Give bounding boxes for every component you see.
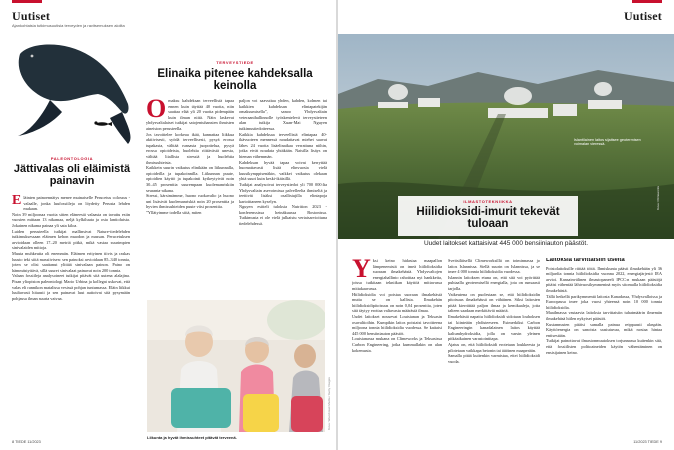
climate-headline: Hiilidioksidi-imurit tekevät tuloaan	[416, 206, 560, 231]
senior-col-1	[146, 98, 234, 298]
whale-kicker: PALEONTOLOGIA	[50, 156, 94, 161]
climate-paragraph: Sveitsiläisellä Climeworksillä on toiminnassa jo laitos Islannissa. Siellä suurin on Islannissa, ja se imee 4 000 tonnia hiilidioksidia vuodessa.	[448, 258, 540, 275]
senior-drop-cap: O	[146, 98, 167, 123]
climate-drop-cap: Y	[352, 258, 371, 283]
senior-paragraph: paljon voi saavuttaa yhden, kahden, kolmen tai kaikkien kahdeksan elintapatekijän omaksumisella”, sanoo Yhdysvaltain veteraanihallinnolle työskentelevä terveystieteen alan tutkija Xuan-Mai Nguyen tutkimustiedotteessa.	[239, 98, 327, 131]
senior-paragraph: Jos tavoittelee korkeaa ikää, kannattaa liikkua aktiivisesti, syödä terveellisesti, pysyä erossa tupakasta, välttää runsasta juopottelua, pysyä erossa opioideista, huolehtia riittävästä unesta, välttää liiallista stressiä ja huolehtia ihmissuhteista.	[146, 131, 234, 165]
section-brand: Uutiset	[12, 9, 51, 23]
diver-icon	[94, 121, 112, 126]
climate-sidebar	[546, 258, 662, 436]
fitness-photo	[147, 300, 325, 432]
senior-paragraph: Kaikkein suurin vaikutus elinikään on liikunnalla, opioideilla ja tupakoinnilla. Liikunnan puute, opioidien käyttö ja tupakointi kytkeytyivät noin 30–45 prosenttia suurempaan kuolemanriskiin seuranta-aikana.	[146, 165, 234, 193]
whale-paragraph: Muuta muhkeutta oli enemmän. Eläimen erityinen tiivis ja raskas luusto teki siitä massiivisen: sen painoksi arvioidaan 85–340 tonnia, joten se olisi saattanut ylittää sinivalaan painon. Paino on hämmästyttävä, sillä suuret sinivalaat painavat noin 200 tonnia.	[12, 250, 130, 273]
climate-paragraph: Hiilidioksidia voi poistaa suoraan ilmakehästä mutta se on kallista. Ilmakehän hiilidioksidipitoisuus on noin 0,04 prosenttia, joten sitä täytyy erottaa valtavasta määrästä ilmaa.	[352, 291, 442, 314]
sidebar-paragraph: Maailmassa vastaavia laitoksia tarvittaisiin tuhatmäärin ilmemän ilmakehäsä hiilen nykyiset päästöt.	[546, 310, 662, 321]
whale-paragraph: Luiden perusteella tutkijat mallinsivat Nature-tiedelehden tutkimuksessaan eläimen kehon muodon ja massan. Perucetuksen arvioidaan olleen 17–20 metriä pitkä, mikä vastaa suurimpien sinivalaiden mittoja.	[12, 228, 130, 251]
senior-kicker: TERVEYSTIEDE	[216, 60, 254, 65]
sidebar-paragraph: Poistolaitoksille riittää töitä. Ihmiskunta päästi ilmakehään yli 36 miljardia tonnia hiilidioksidia vuonna 2022, energiajärjestö IEA arvioi. Kansainvälinen ilmastopaneeli IPCC:n mukaan päästöjä pitäisi vähentää lähivuosikymmeninä myös sitomalla hiilidioksidia ilmakehästä.	[546, 265, 662, 293]
climate-col-1	[352, 258, 442, 436]
climate-paragraph: Ajatus on, että hiilidioksidi erotetaan loukkeesta ja pilotetaan vaikkapa betonin tai ääöinen maaperään.	[448, 341, 540, 353]
plant-photo-credit: Kuva: Climeworks	[656, 185, 660, 210]
climate-subhead: Uudet laitokset kattaisivat 445 000 bensiiniauton päästöt.	[423, 240, 589, 247]
brand-bar	[632, 0, 662, 3]
senior-paragraph: maksu kahdeksan terveellistä tapaa ennen kuin täyttää 40 vuotta, niin saattaa elää yli 20 vuotta pidempään kuin ilman niitä. Näin laskevat yhdysvaltalaiset tutkijat satojentuhansien ihmisten aineiston perusteella.	[146, 98, 234, 131]
whale-illustration	[10, 34, 135, 146]
whale-paragraph: Noin 39 miljoonaa vuotta sitten eläneestä valaasta on tavattu esiin vuosien mittaan 13 nikamaa, neljä kylkiluuta ja osia lantioluista. Jokainen nikama painaa yli sata kiloa.	[12, 211, 130, 228]
whale-paragraph: Valaan fossiileja analysoineet tutkijat pitävät sitä uutena alalajina. Pisan yliopiston paleontologi Mario Urbina ja kollegat uskovat, että valas eli rannikon matalissa vesissä pohjan tuntumassa. Eläin liikkui luultavasti hitaasti ja sen painavat luut auttoivat sitä pysymään pohjassa ilman suurta vaivaa.	[12, 273, 130, 301]
senior-photo-credit: Kuva: Wavebreak Media / Getty Images	[327, 377, 331, 430]
whale-icon	[10, 34, 135, 146]
section-tagline: Ajankohtaisia tutkimusuutisia terveyden ja ravitsemuksen aloilta	[12, 23, 125, 28]
right-page	[338, 0, 674, 450]
climate-paragraph: Louisianassa mukana on Climeworks ja Teksasissa Carbon Engineering, jotka kummallakin on alan kokemusta.	[352, 336, 442, 353]
left-page	[0, 0, 336, 450]
right-page-footer: 11/2023 TIEDE 9	[633, 440, 662, 444]
sidebar-paragraph: Tutkijat painottavat ilmastonmuutoksen torjunnassa kuitenkin sitä, että fossiilisten polttoaineiden käytön vähentäminen on ensisijainen keino.	[546, 338, 662, 355]
brand-bar	[12, 0, 42, 3]
plant-photo-caption: Islantilainen laitos sijaitsee geotermisen voimalan vieressä.	[574, 138, 641, 146]
senior-headline: Elinaika pitenee kahdeksalla keinolla	[157, 68, 313, 93]
senior-paragraph: Nguyen esitteli tuloksia Nutrition 2023 -konferenssissa heinäkuussa Bostonissa. Tutkimusta ei ole vielä julkaistu vertaisarvioituna tiedelehdessä.	[239, 204, 327, 227]
senior-photo-caption: Liikunta ja hyvät ihmissuhteet pitävät terveenä.	[147, 435, 237, 440]
left-page-footer: 8 TIEDE 11/2023	[12, 440, 41, 444]
seniors-exercise-image	[147, 300, 325, 432]
sidebar-heading: Laitoksia tarvittaisiin useita	[546, 258, 625, 263]
senior-paragraph: Tutkijat analysoivat terveystiedot yli 700 000:lta Yhdysvaltain asevoimissa palvelleelta ihmiseltä ja teettivät lisäksi osallistujilla elintapoja kartoittaneen kyselyn.	[239, 181, 327, 204]
climate-paragraph: Uudet laitokset nousevat Louisianan ja Teksasin osavaltioihin. Kumpikin laitos poistaisi tavoitteena miljoona tonnia hiilidioksidia vuodessa. Se kattaisi 445 000 bensiiniauton päästöt.	[352, 313, 442, 336]
whale-body	[12, 195, 130, 435]
climate-paragraph: ksi keino hidastaa maapallon lämpenemistä on imeä hiilidioksidia suoraan ilmakehästä. Yhdysvaltojen energiahallinto rahoittaa nyt hankkeita, joissa tutkitaan tekniikan käyttöä mittavassa mittakaavassa.	[352, 258, 442, 291]
sidebar-paragraph: Kustannusten pitäisi samalla painua reippaasti alaspäin. Käyttöenergia on sanoista uusiutuvaa, mikä nostaa hintaa entisestään.	[546, 321, 662, 338]
headline-panel	[398, 196, 578, 236]
climate-kicker: ILMASTOTEKNIIKKA	[463, 199, 513, 204]
whale-drop-cap: E	[12, 195, 22, 208]
senior-col-2	[239, 98, 327, 298]
climate-col-2	[448, 258, 540, 436]
climate-paragraph: Ilmakehästä napattu hiilidioksidi sidotaan louhoksen tai kiinteään yhdisteeseen. Esimerkiksi Carbon Engineeringin kanadalainen laitos käyttää kaliumhydroksidia, jolla on varsin yleinen pitkäaikainen varastointitapa.	[448, 313, 540, 342]
senior-paragraph: ”Yllätyimme todella siitä, miten	[146, 209, 202, 215]
whale-headline: Jättivalas oli eläimistä painavin	[13, 163, 131, 187]
sidebar-paragraph: Tällä hetkellä parikymmentä laitosta Kanadassa, Yhdysvalloissa ja Euroopassa imee joka vuosi yhteensä noin 10 000 tonnia hiilidioksidia.	[546, 293, 662, 310]
climate-paragraph: Samalla pitää kuitenkin varmistaa, ettei hiilidioksidi vuoda.	[448, 353, 540, 364]
climate-paragraph: Vaikeutena on puolestaan se, että hiilidioksidin pitoisuus ilmakehässä on vähäinen. Siksi laitosten pitää kierrättää paljon ilmaa ja kemikaaleja, jotta talteen saadaan merkittäviä määriä.	[448, 291, 540, 314]
section-brand: Uutiset	[623, 9, 662, 23]
whale-paragraph: läinten painoennätys menee muinaiselle Perucetus colossus -valaalle, jonka luufossiileja on löydetty Perusta lehden mukaan.	[23, 195, 130, 212]
senior-paragraph: Stressi, kärsimämme, huono ruokavalio ja huono uni lisäsivät kuolemanriskiä noin 20 prosenttia ja hyvien ihmissuhteiden puute viisi prosenttia.	[146, 193, 234, 210]
senior-paragraph: Kahdeksan hyvää tapaa voivat kerryttää huomattavasti lisää elinvuosia vielä kuusikymppisenäkin, vaikkei vaikutus olekaan yhtä suuri kuin keski-ikäisillä.	[239, 159, 327, 182]
climate-paragraph: Islannin laitoksen etuna on, että sitä voi pyörittää puhtaalla geotermisellä energialla, jota on runsaasti tarjolla.	[448, 274, 540, 291]
senior-paragraph: Kaikkia kahdeksaa terveellistä elintapaa 40-ikävuoteen mennessä noudattavat miehet saavat lähes 24 vuotta lisäelinaikaa verrattuna niihin, jotka eivät noudata yhtäkään. Naisilla lisäys on hieman vähemmän.	[239, 131, 327, 159]
